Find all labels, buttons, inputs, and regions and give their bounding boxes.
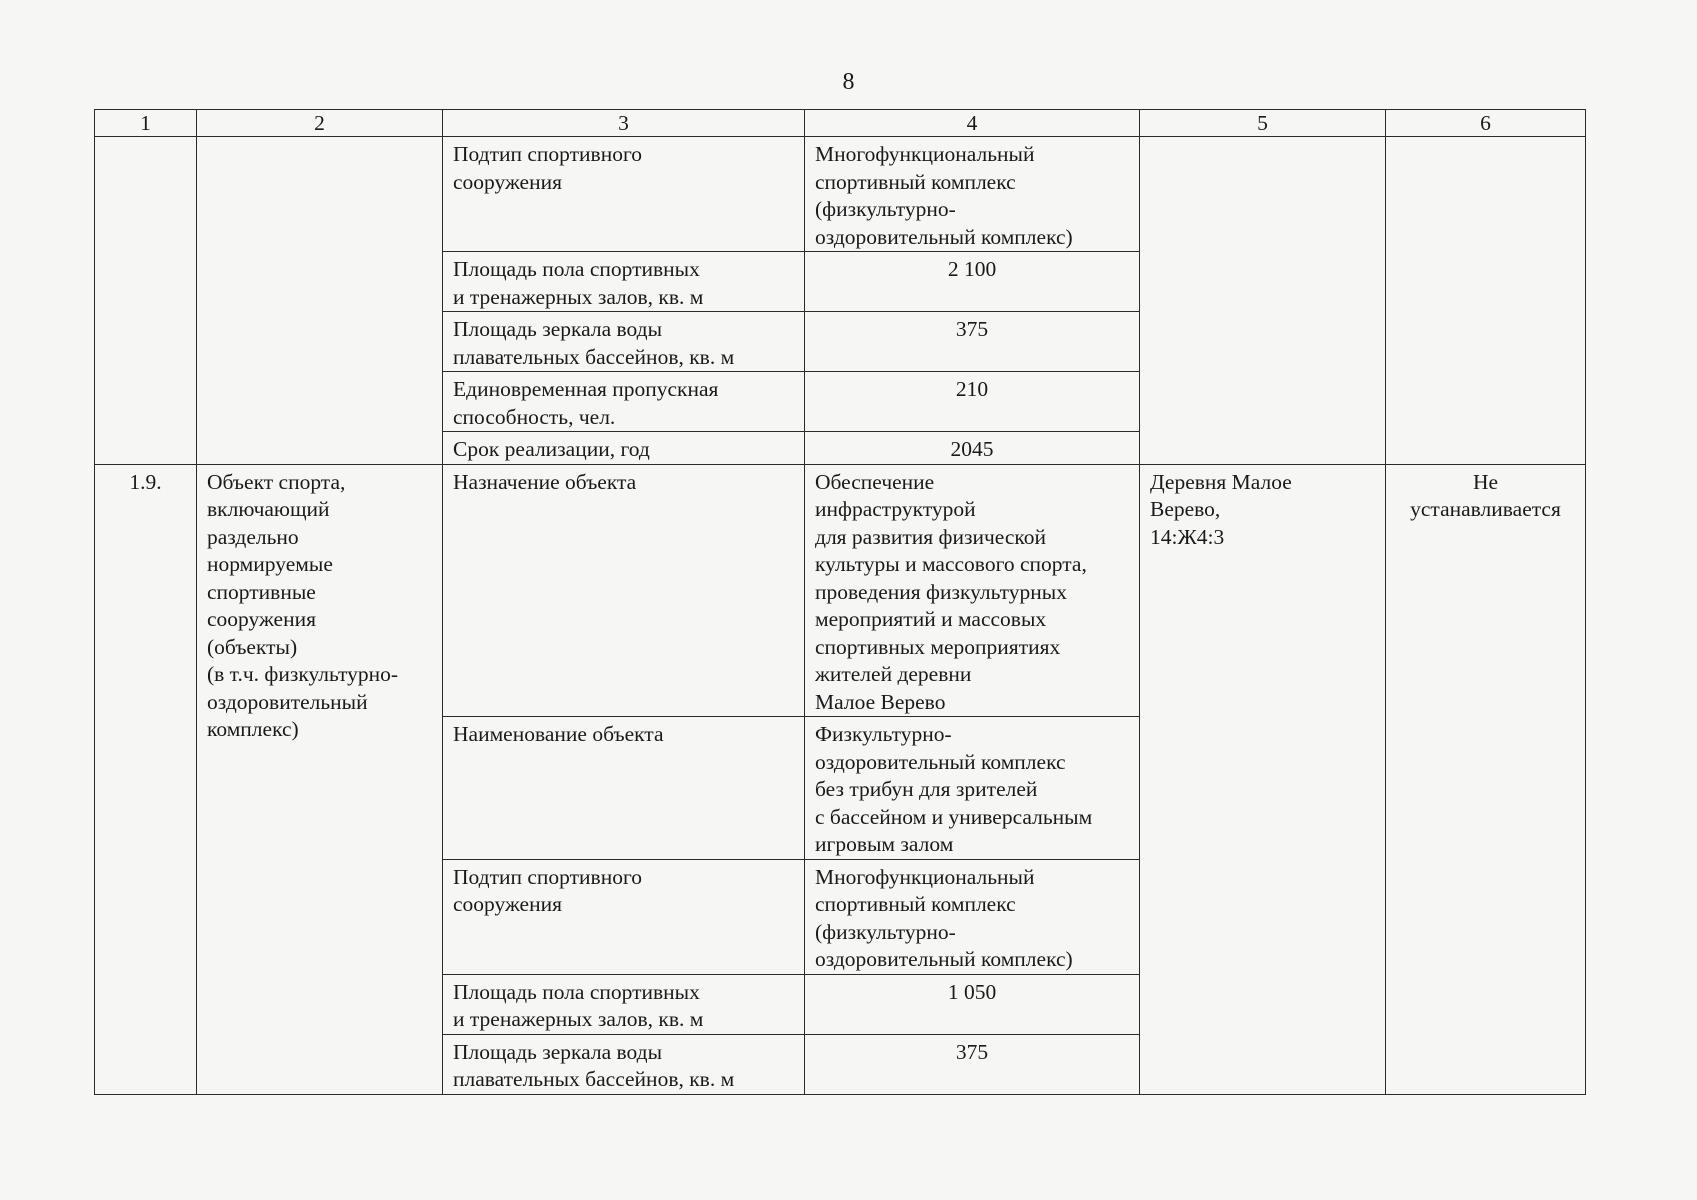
parameter-cell: Наименование объекта (443, 717, 805, 860)
value-cell: Физкультурно- оздоровительный комплекс без трибун для зрителей с бассейном и универсальным игровым залом (805, 717, 1140, 860)
zone-cell-empty (1386, 137, 1586, 465)
location-cell: Деревня Малое Верево, 14:Ж4:3 (1140, 464, 1386, 1094)
column-header: 5 (1140, 110, 1386, 137)
column-header: 1 (95, 110, 197, 137)
zone-cell: Не устанавливается (1386, 464, 1586, 1094)
value-cell: 2045 (805, 432, 1140, 465)
parameter-cell: Площадь пола спортивных и тренажерных залов, кв. м (443, 252, 805, 312)
value-cell: 210 (805, 372, 1140, 432)
parameter-cell: Подтип спортивного сооружения (443, 859, 805, 974)
column-header: 2 (197, 110, 443, 137)
value-cell: 2 100 (805, 252, 1140, 312)
value-cell: Обеспечение инфраструктурой для развития физической культуры и массового спорта, проведения физкультурных мероприятий и массовых спортивных мероприятиях жителей деревни Малое Верево (805, 464, 1140, 717)
parameter-cell: Площадь зеркала воды плавательных бассейнов, кв. м (443, 1034, 805, 1094)
parameter-cell: Подтип спортивного сооружения (443, 137, 805, 252)
parameter-cell: Срок реализации, год (443, 432, 805, 465)
column-number-row (95, 110, 1586, 137)
parameter-cell: Назначение объекта (443, 464, 805, 717)
parameter-cell: Единовременная пропускная способность, чел. (443, 372, 805, 432)
item-number: 1.9. (95, 464, 197, 1094)
value-cell: Многофункциональный спортивный комплекс (физкультурно- оздоровительный комплекс) (805, 137, 1140, 252)
parameter-cell: Площадь зеркала воды плавательных бассейнов, кв. м (443, 312, 805, 372)
location-cell-empty (1140, 137, 1386, 465)
object-description: Объект спорта, включающий раздельно нормируемые спортивные сооружения (объекты) (в т.ч. физкультурно- оздоровительный комплекс) (197, 464, 443, 1094)
column-header: 6 (1386, 110, 1586, 137)
page-number: 8 (842, 69, 855, 95)
value-cell: 375 (805, 312, 1140, 372)
value-cell: Многофункциональный спортивный комплекс (физкультурно- оздоровительный комплекс) (805, 859, 1140, 974)
table-row (95, 137, 1586, 252)
table-row (95, 464, 1586, 717)
parameter-cell: Площадь пола спортивных и тренажерных залов, кв. м (443, 974, 805, 1034)
object-cell-empty (197, 137, 443, 465)
planning-table (94, 109, 1586, 1095)
column-header: 4 (805, 110, 1140, 137)
value-cell: 1 050 (805, 974, 1140, 1034)
column-header: 3 (443, 110, 805, 137)
number-cell-empty (95, 137, 197, 465)
value-cell: 375 (805, 1034, 1140, 1094)
